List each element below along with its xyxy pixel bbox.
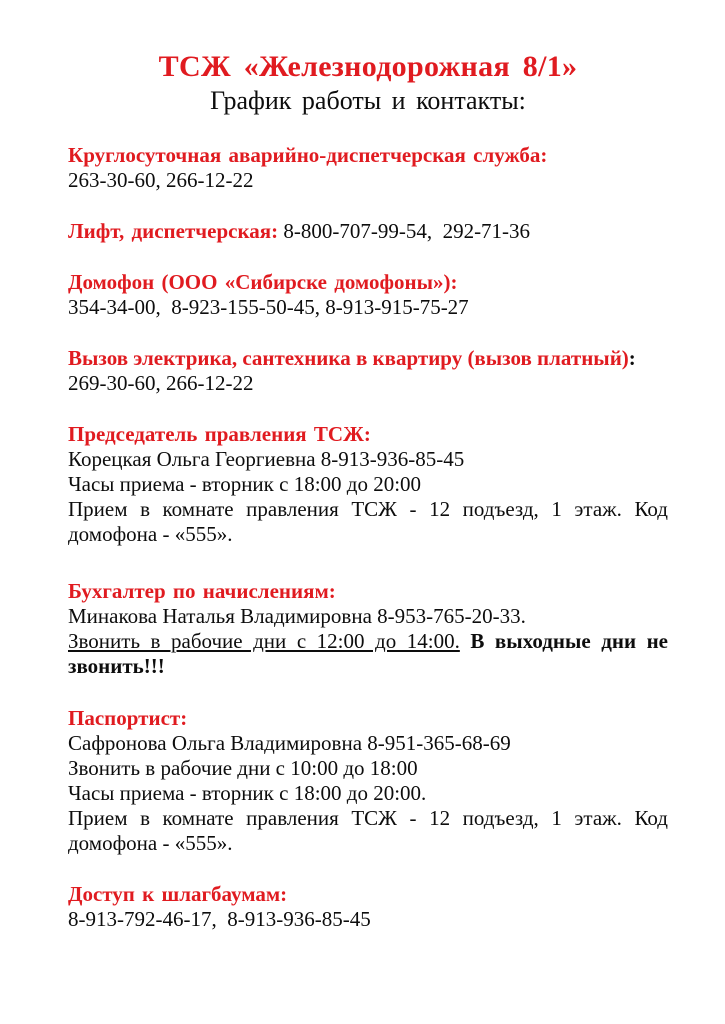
page-subtitle: График работы и контакты:	[210, 86, 526, 115]
section-passport	[68, 706, 668, 856]
phone-line: 354-34-00, 8-923-155-50-45, 8-913-915-75-27	[68, 295, 469, 319]
section-accountant	[68, 579, 668, 679]
section-heading: Председатель правления ТСЖ:	[68, 422, 371, 446]
section-heading: Лифт, диспетчерская:	[68, 219, 279, 243]
section-barrier	[68, 882, 668, 932]
section-heading	[68, 346, 668, 371]
page-title: ТСЖ «Железнодорожная 8/1»	[158, 50, 578, 83]
phone-line: 8-913-792-46-17, 8-913-936-85-45	[68, 907, 371, 931]
contact-line: Сафронова Ольга Владимировна 8-951-365-68-69	[68, 731, 511, 755]
section-chairman	[68, 422, 668, 547]
phone-line: 8-800-707-99-54, 292-71-36	[278, 219, 531, 243]
section-electrician	[68, 346, 668, 396]
section-elevator	[68, 219, 668, 244]
heading-text: Вызов электрика, сантехника в квартиру (вызов платный)	[68, 346, 629, 370]
hours-line: Часы приема - вторник с 18:00 до 20:00.	[68, 781, 427, 805]
call-hours-line: Звонить в рабочие дни с 10:00 до 18:00	[68, 756, 418, 780]
reception-note: Прием в комнате правления ТСЖ - 12 подъезд, 1 этаж. Код домофона - «555».	[68, 497, 668, 546]
section-heading: Круглосуточная аварийно-диспетчерская служба:	[68, 143, 548, 167]
reception-note: Прием в комнате правления ТСЖ - 12 подъезд, 1 этаж. Код домофона - «555».	[68, 806, 668, 855]
section-emergency	[68, 143, 668, 193]
section-heading: Доступ к шлагбаумам:	[68, 882, 288, 906]
hours-line: Часы приема - вторник с 18:00 до 20:00	[68, 472, 422, 496]
contact-line: Корецкая Ольга Георгиевна 8-913-936-85-45	[68, 447, 465, 471]
heading-with-phones	[68, 219, 668, 244]
section-heading: Домофон (ООО «Сибирске домофоны»):	[68, 270, 458, 294]
no-weekend-calls-bold: В выходные дни не звонить!!!	[68, 629, 668, 678]
section-intercom	[68, 270, 668, 320]
section-heading: Бухгалтер по начислениям:	[68, 579, 336, 603]
heading-colon: :	[628, 346, 636, 370]
section-heading: Паспортист:	[68, 706, 188, 730]
phone-line: 269-30-60, 266-12-22	[68, 371, 254, 395]
contact-line: Минакова Наталья Владимировна 8-953-765-20-33.	[68, 604, 526, 628]
call-hours-underlined: Звонить в рабочие дни с 12:00 до 14:00.	[68, 629, 460, 653]
call-warning	[68, 629, 668, 679]
phone-line: 263-30-60, 266-12-22	[68, 168, 254, 192]
